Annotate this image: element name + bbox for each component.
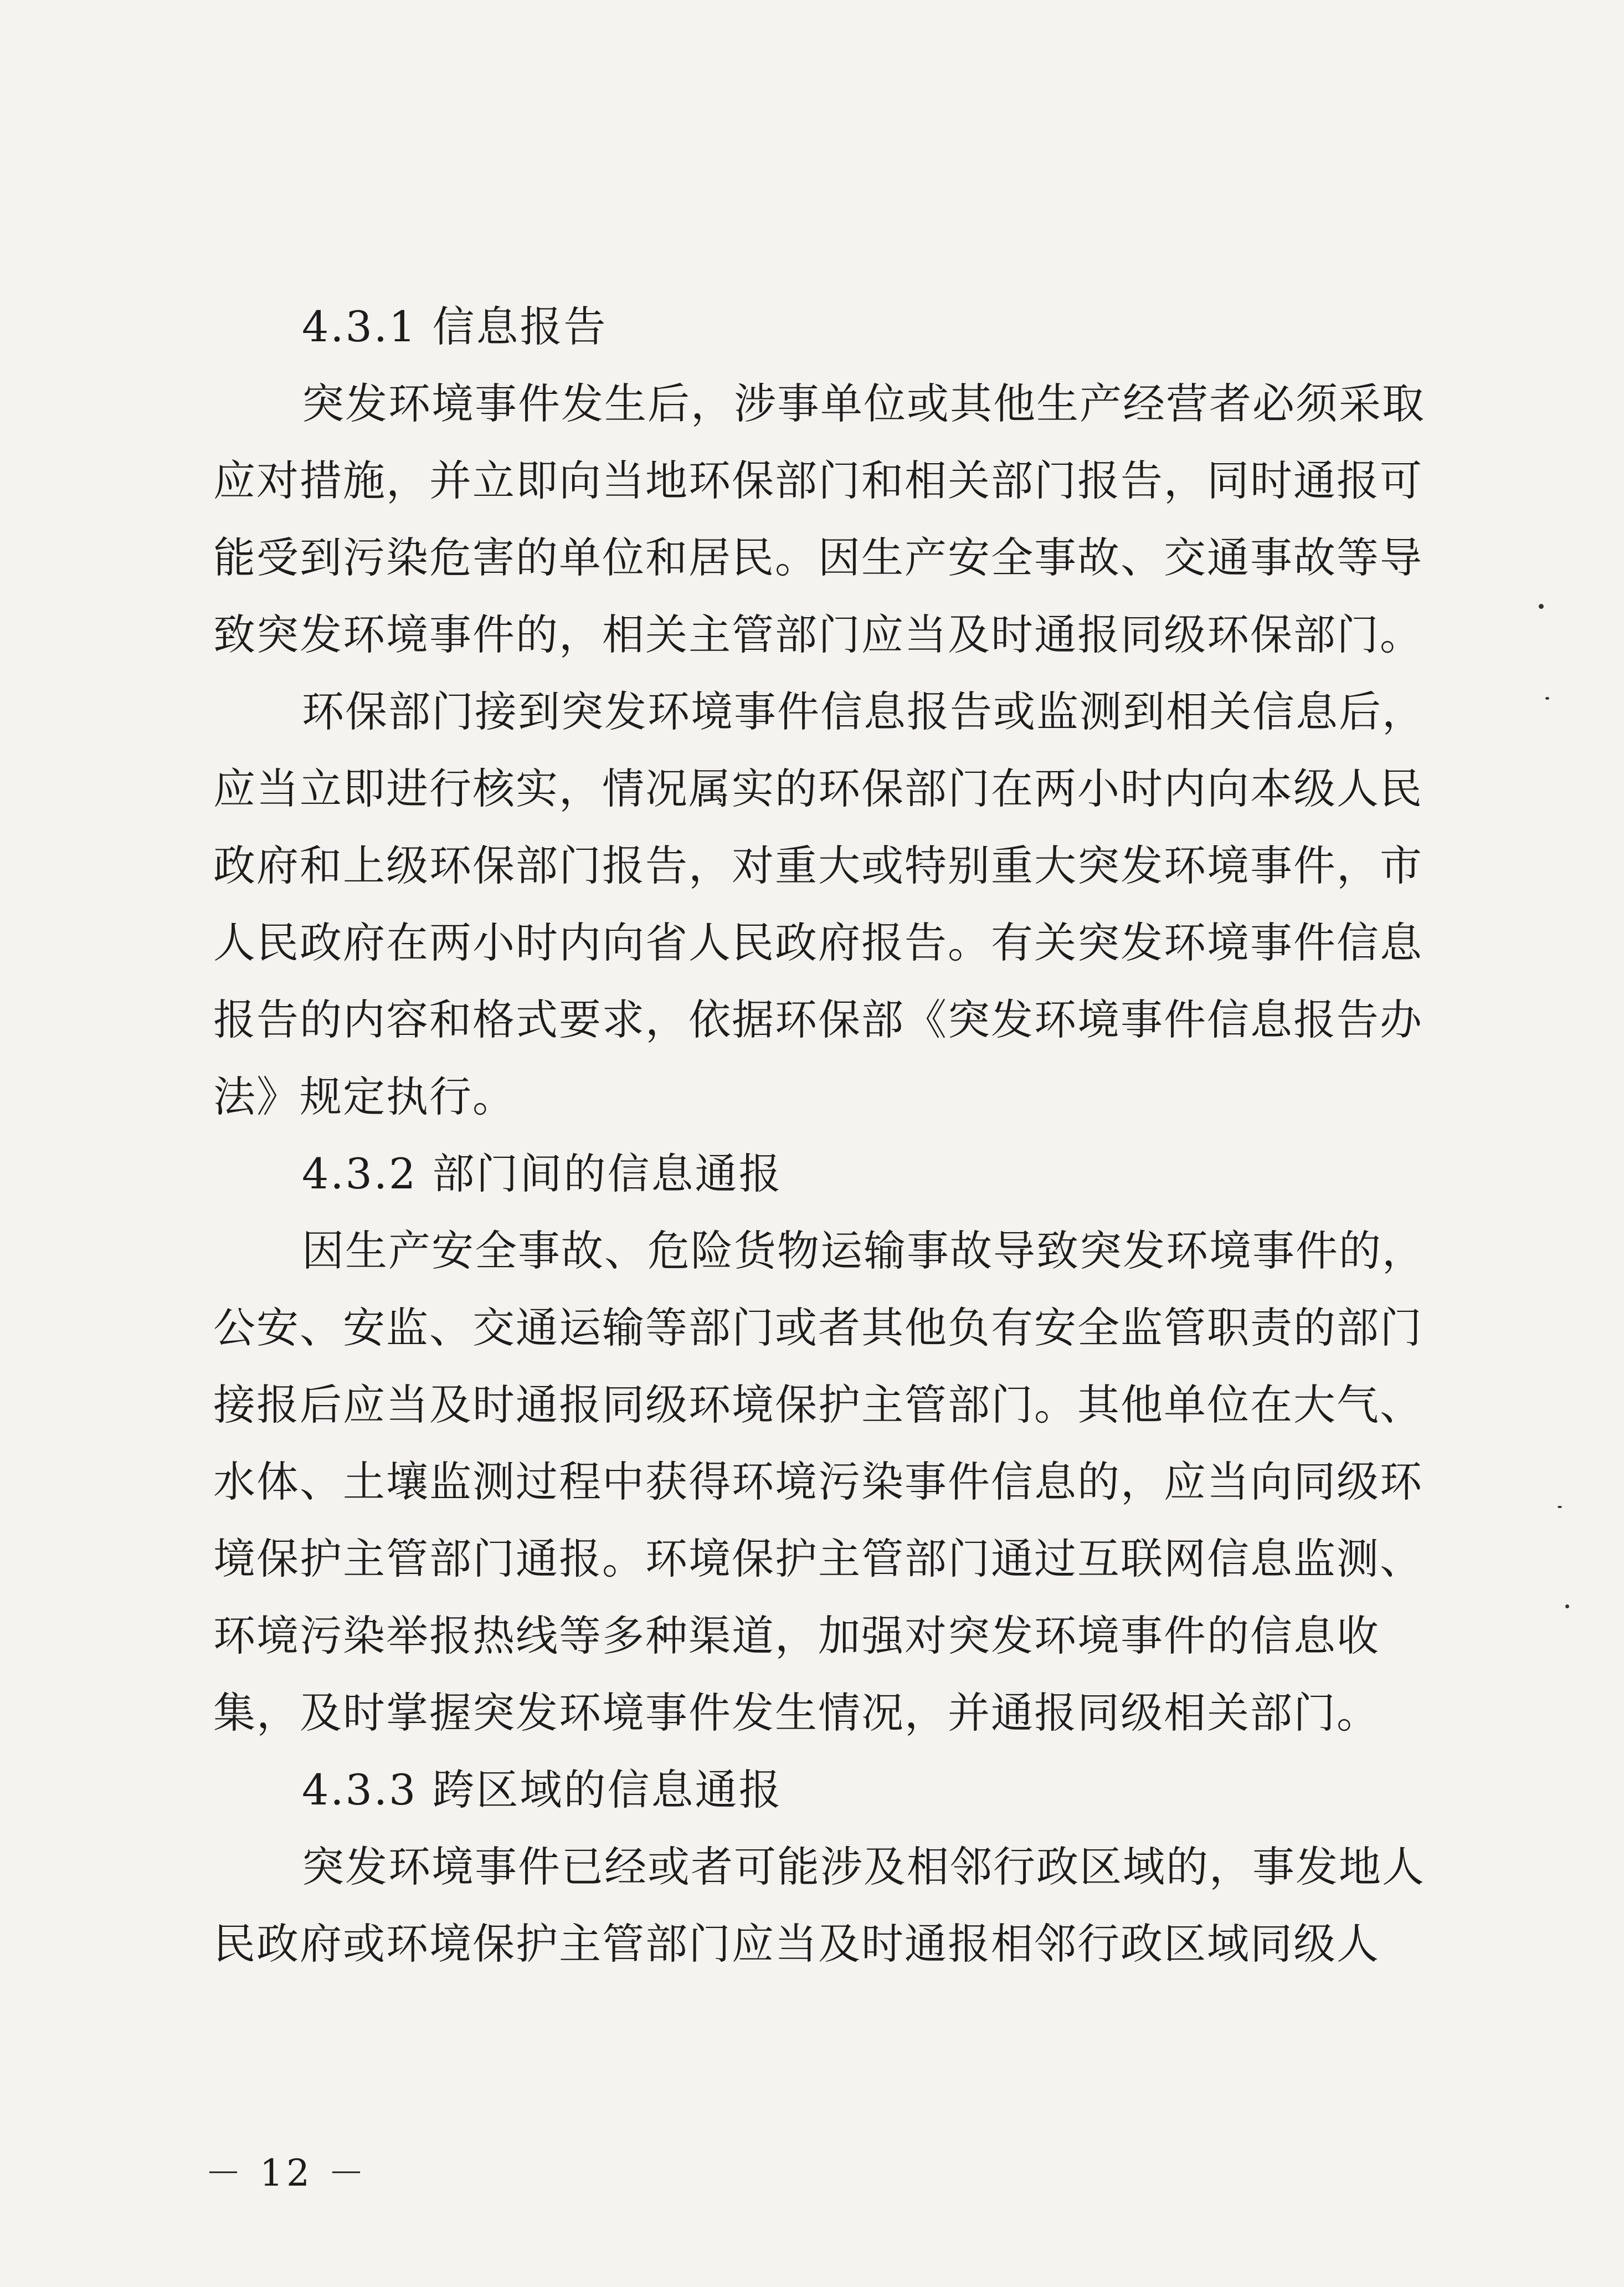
text-line: 报告的内容和格式要求，依据环保部《突发环境事件信息报告办 [213,995,1423,1044]
page-number: － 12 － [205,2152,368,2194]
text-line: 政府和上级环保部门报告，对重大或特别重大突发环境事件，市 [213,841,1423,890]
paragraph-4-3-3-1 [213,1828,1440,1982]
text-line: 致突发环境事件的，相关主管部门应当及时通报同级环保部门。 [213,610,1423,659]
paragraph-4-3-1-2 [213,673,1440,1135]
text-line: 突发环境事件已经或者可能涉及相邻行政区域的，事发地人 [302,1842,1425,1891]
text-line: 环保部门接到突发环境事件信息报告或监测到相关信息后， [302,687,1425,736]
document-body [213,288,1440,1982]
paragraph-4-3-1-1 [213,365,1440,673]
text-line: 人民政府在两小时内向省人民政府报告。有关突发环境事件信息 [213,918,1423,967]
scan-speck [1565,1604,1569,1608]
text-line: 能受到污染危害的单位和居民。因生产安全事故、交通事故等导 [213,533,1423,582]
section-heading-4-3-2: 4.3.2 部门间的信息通报 [302,1149,783,1198]
scan-speck [1558,1506,1562,1508]
text-line: 接报后应当及时通报同级环境保护主管部门。其他单位在大气、 [213,1380,1423,1429]
text-line: 境保护主管部门通报。环境保护主管部门通过互联网信息监测、 [213,1534,1423,1583]
text-line: 应对措施，并立即向当地环保部门和相关部门报告，同时通报可 [213,456,1423,505]
text-line: 突发环境事件发生后，涉事单位或其他生产经营者必须采取 [302,379,1425,428]
text-line: 民政府或环境保护主管部门应当及时通报相邻行政区域同级人 [213,1919,1380,1968]
scan-speck [1545,697,1549,700]
text-line: 环境污染举报热线等多种渠道，加强对突发环境事件的信息收 [213,1611,1380,1660]
text-line: 应当立即进行核实，情况属实的环保部门在两小时内向本级人民 [213,764,1423,813]
scan-speck [1539,604,1544,609]
text-line: 法》规定执行。 [213,1072,516,1121]
text-line: 水体、土壤监测过程中获得环境污染事件信息的，应当向同级环 [213,1457,1423,1506]
section-heading-4-3-3: 4.3.3 跨区域的信息通报 [302,1765,783,1814]
paragraph-4-3-2-1 [213,1212,1440,1751]
text-line: 公安、安监、交通运输等部门或者其他负有安全监管职责的部门 [213,1303,1423,1352]
text-line: 集，及时掌握突发环境事件发生情况，并通报同级相关部门。 [213,1688,1380,1737]
section-heading-4-3-1: 4.3.1 信息报告 [302,302,608,351]
text-line: 因生产安全事故、危险货物运输事故导致突发环境事件的， [302,1226,1425,1275]
